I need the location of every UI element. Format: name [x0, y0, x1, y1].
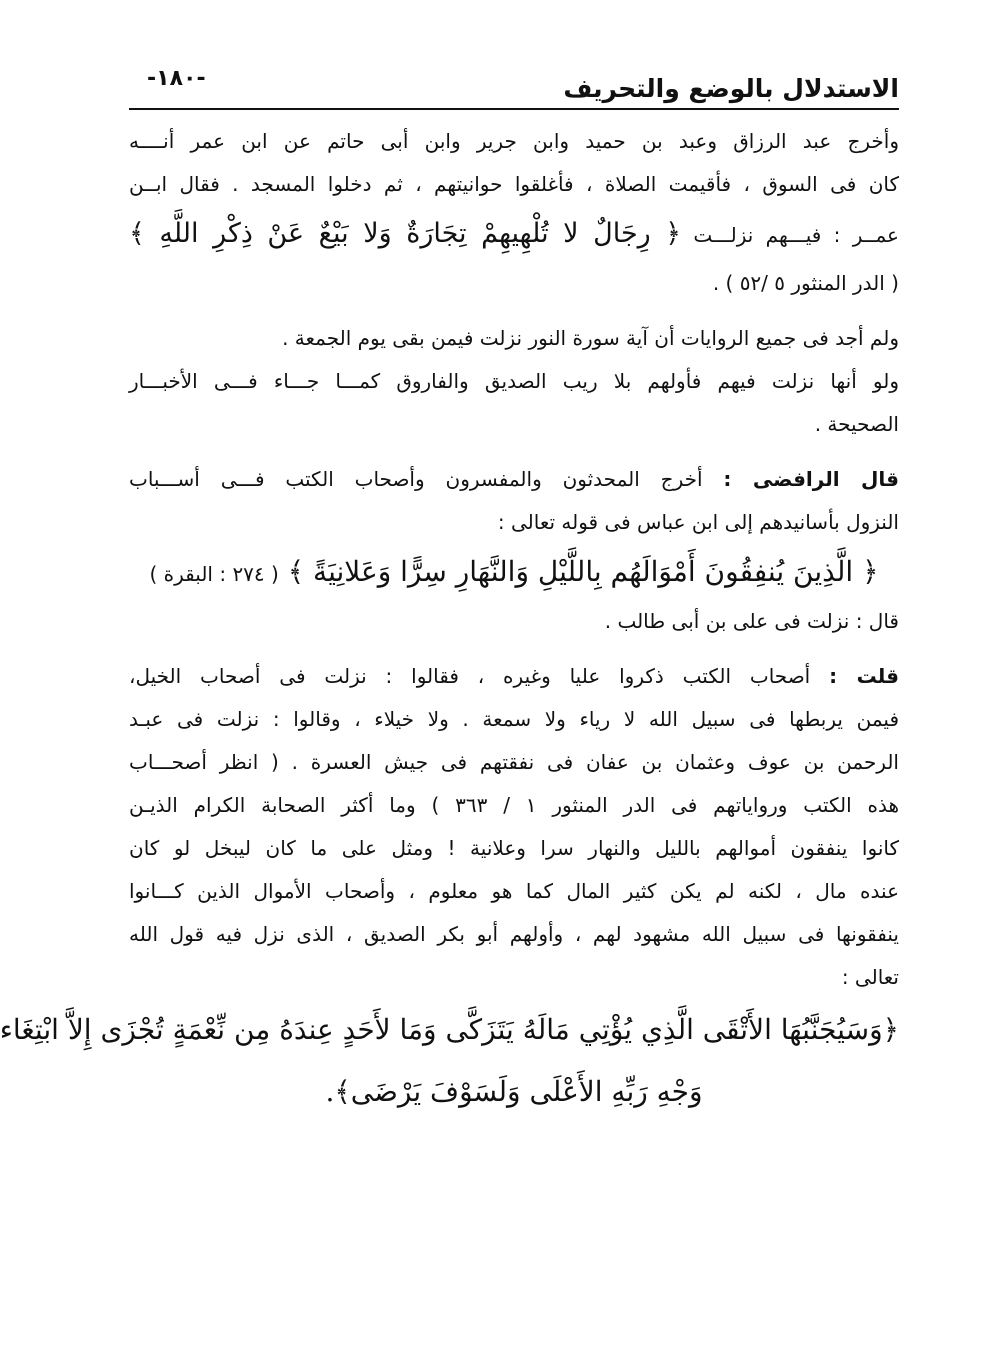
citation: ( الدر المنثور ٥ /٥٢ ) . — [712, 271, 899, 295]
text-line: كانوا ينفقون أموالهم بالليل والنهار سرا وعلانية ! ومثل على ما كان ليبخل لو كان — [129, 836, 899, 860]
verse-reference: ( ٢٧٤ : البقرة ) — [149, 562, 279, 586]
quran-verse-line — [129, 544, 899, 600]
text-line: ينفقونها فى سبيل الله مشهود لهم ، وأولهم أبو بكر الصديق ، الذى نزل فيه قول الله — [129, 922, 899, 946]
text-line-prefix: عمــر : فيـــهم نزلـــت — [693, 223, 899, 247]
text-line: كان فى السوق ، فأقيمت الصلاة ، فأغلقوا حوانيتهم ، ثم دخلوا المسجد . فقال ابــن — [129, 172, 899, 196]
text-line: النزول بأسانيدهم إلى ابن عباس فى قوله تعالى : — [497, 510, 899, 534]
text-line: تعالى : — [841, 965, 899, 989]
text-line — [129, 458, 899, 501]
quran-verse: ﴿وَسَيُجَنَّبُهَا الأَتْقَى الَّذِي يُؤْتِي مَالَهُ يَتَزَكَّى وَمَا لأَحَدٍ عِندَهُ مِن نِّعْمَةٍ تُجْزَى إِلاَّ ابْتِغَاء — [0, 1013, 899, 1046]
speaker-label: قال الرافضى : — [723, 467, 900, 491]
running-header — [129, 60, 899, 110]
paragraph-1 — [129, 120, 899, 305]
paragraph-2 — [129, 317, 899, 446]
text-line-body: أخرج المحدثون والمفسرون وأصحاب الكتب فـــى أســـباب — [129, 467, 703, 491]
text-line: هذه الكتب ورواياتهم فى الدر المنثور ١ / ٣٦٣ ) وما أكثر الصحابة الكرام الذيـن — [129, 793, 900, 817]
paragraph-3 — [129, 458, 899, 643]
text-line: وأخرج عبد الرزاق وعبد بن حميد وابن جرير وابن أبى حاتم عن ابن عمر أنــــه — [129, 129, 899, 153]
paragraph-gap — [129, 643, 899, 655]
page-header — [129, 60, 899, 110]
speaker-label: قلت : — [829, 664, 899, 688]
paragraph-gap — [129, 446, 899, 458]
quran-verse: ﴿ الَّذِينَ يُنفِقُونَ أَمْوَالَهُم بِاللَّيْلِ وَالنَّهَارِ سِرًّا وَعَلانِيَةً ﴾ — [287, 555, 879, 588]
paragraph-4 — [0, 655, 900, 1123]
text-line: الصحيحة . — [814, 412, 899, 436]
text-line: عنده مال ، لكنه لم يكن كثير المال كما هو معلوم ، وأصحاب الأموال الذين كـــانوا — [129, 879, 899, 903]
header-title: الاستدلال بالوضع والتحريف — [563, 74, 899, 103]
header-divider — [129, 108, 899, 110]
text-line — [129, 655, 899, 698]
text-line: ولو أنها نزلت فيهم فأولهم بلا ريب الصديق والفاروق كمـــا جـــاء فـــى الأخبـــار — [129, 369, 899, 393]
text-line: قال : نزلت فى على بن أبى طالب . — [604, 609, 899, 633]
page-number: -١٨٠- — [147, 66, 206, 91]
quran-verse: ﴿ رِجَالٌ لا تُلْهِيهِمْ تِجَارَةٌ وَلا بَيْعٌ عَنْ ذِكْرِ اللَّهِ ﴾ — [129, 218, 682, 249]
text-line-body: أصحاب الكتب ذكروا عليا وغيره ، فقالوا : نزلت فى أصحاب الخيل، — [129, 664, 811, 688]
quran-verse: وَجْهِ رَبِّهِ الأَعْلَى وَلَسَوْفَ يَرْضَى﴾. — [325, 1075, 703, 1108]
text-line: فيمن يربطها فى سبيل الله لا رياء ولا سمعة . ولا خيلاء ، وقالوا : نزلت فى عبـد — [129, 707, 899, 731]
text-line-with-ayah — [129, 206, 899, 262]
page-body — [0, 120, 900, 1123]
paragraph-gap — [129, 305, 899, 317]
text-line: الرحمن بن عوف وعثمان بن عفان فى نفقتهم فى جيش العسرة . ( انظر أصحـــاب — [129, 750, 899, 774]
text-line: ولم أجد فى جميع الروايات أن آية سورة النور نزلت فيمن بقى يوم الجمعة . — [282, 326, 899, 350]
